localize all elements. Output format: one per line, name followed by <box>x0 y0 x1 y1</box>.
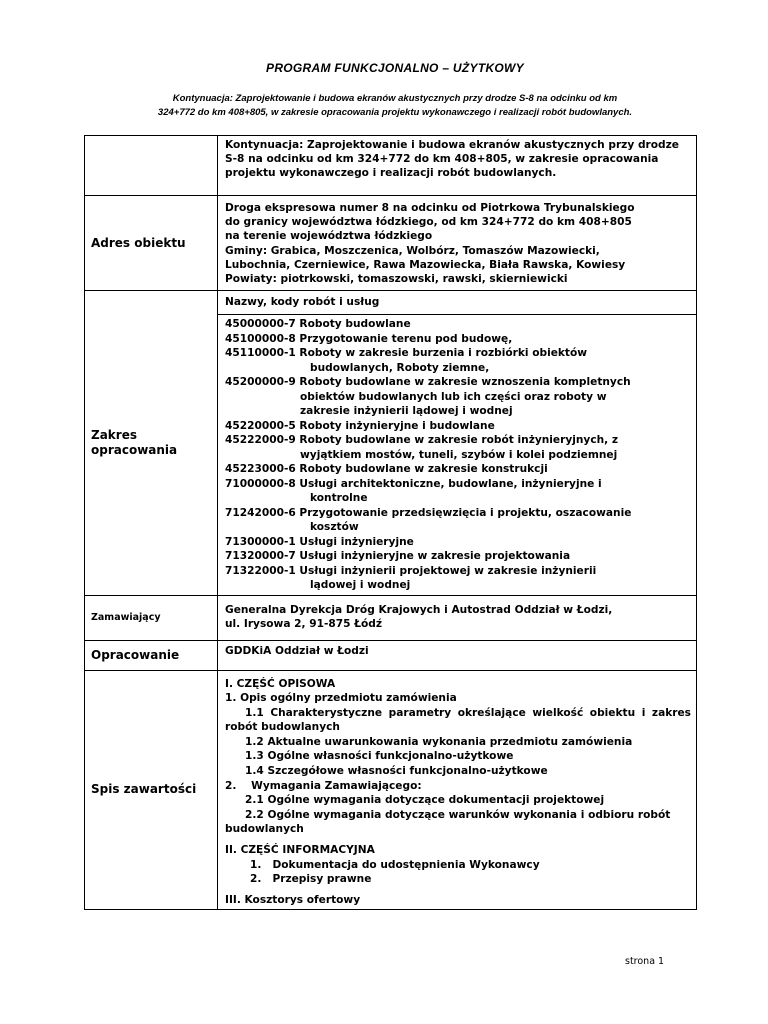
toc-item: 2. Przepisy prawne <box>250 873 372 886</box>
toc-item: 1.2 Aktualne uwarunkowania wykonania przedmiotu zamówienia <box>245 735 633 748</box>
toc-item: III. Kosztorys ofertowy <box>225 893 361 906</box>
toc-item: I. CZĘŚĆ OPISOWA <box>225 677 336 690</box>
code-line: 45222000-9 Roboty budowlane w zakresie robót inżynieryjnych, z <box>225 434 619 446</box>
code-line: wyjątkiem mostów, tuneli, szybów i kolei podziemnej <box>300 448 618 461</box>
zakres-codes <box>218 315 697 596</box>
zakres-label-line1: Zakres <box>91 427 137 442</box>
code-line: 71242000-6 Przygotowanie przedsięwzięcia i projektu, oszacowanie <box>225 506 632 519</box>
code-line: 71322000-1 Usługi inżynierii projektowej w zakresie inżynierii <box>225 564 597 577</box>
zamawiajacy-line1: Generalna Dyrekcja Dróg Krajowych i Autostrad Oddział w Łodzi, <box>225 603 613 616</box>
code-line: 45000000-7 Roboty budowlane <box>225 318 411 330</box>
zamawiajacy-row <box>85 595 697 640</box>
code-line: obiektów budowlanych lub ich części oraz roboty w <box>300 390 607 403</box>
code-line: 71320000-7 Usługi inżynieryjne w zakresie projektowania <box>225 550 571 562</box>
adres-value <box>218 196 697 291</box>
code-line: 45100000-8 Przygotowanie terenu pod budowę, <box>225 332 513 345</box>
code-line: 45200000-9 Roboty budowlane w zakresie wznoszenia kompletnych <box>225 376 631 388</box>
toc-item-text: 2.2 Ogólne wymagania dotyczące warunków wykonania i odbioru robót budowlanych <box>225 808 671 836</box>
toc-item <box>225 706 691 735</box>
zamawiajacy-label: Zamawiający <box>85 595 218 640</box>
toc-item: 1. Dokumentacja do udostępnienia Wykonawcy <box>250 858 540 871</box>
header-row <box>85 136 697 196</box>
spis-label: Spis zawartości <box>85 670 218 910</box>
zakres-label-line2: opracowania <box>91 442 178 457</box>
zamawiajacy-line2: ul. Irysowa 2, 91-875 Łódź <box>225 617 383 630</box>
toc-item: 1.4 Szczegółowe własności funkcjonalno-użytkowe <box>245 765 548 778</box>
opracowanie-row <box>85 640 697 670</box>
zakres-header: Nazwy, kody robót i usług <box>218 291 697 315</box>
header-label-cell <box>85 136 218 196</box>
code-line: zakresie inżynierii lądowej i wodnej <box>300 405 513 417</box>
toc-item: II. CZĘŚĆ INFORMACYJNA <box>225 844 375 857</box>
opracowanie-label: Opracowanie <box>85 640 218 670</box>
adres-line: Gminy: Grabica, Moszczenica, Wolbórz, Tomaszów Mazowiecki, <box>225 244 600 257</box>
adres-line: do granicy województwa łódzkiego, od km 324+772 do km 408+805 <box>225 216 632 229</box>
code-line: 45223000-6 Roboty budowlane w zakresie konstrukcji <box>225 463 548 475</box>
toc-item <box>225 808 691 837</box>
document-subtitle-line2: 324+772 do km 408+805, w zakresie opracowania projektu wykonawczego i realizacji robót budowlanych. <box>157 107 633 118</box>
zakres-header-row <box>85 291 697 315</box>
code-line: kontrolne <box>310 492 368 504</box>
header-value: Kontynuacja: Zaprojektowanie i budowa ekranów akustycznych przy drodze S-8 na odcinku od km 324+772 do km 408+805, w zakresie opracowania projektu wykonawczego i realizacji robót budowlanych. <box>218 136 697 196</box>
document-subtitle-line1: Kontynuacja: Zaprojektowanie i budowa ekranów akustycznych przy drodze S-8 na odcinku od km <box>172 93 618 104</box>
page-number: strona 1 <box>625 956 665 967</box>
adres-line: Droga ekspresowa numer 8 na odcinku od Piotrkowa Trybunalskiego <box>225 202 635 214</box>
spis-row <box>85 670 697 910</box>
zakres-label <box>85 291 218 596</box>
toc-item: 2.1 Ogólne wymagania dotyczące dokumentacji projektowej <box>245 794 605 807</box>
code-line: 71300000-1 Usługi inżynieryjne <box>225 535 414 548</box>
code-line: 45110000-1 Roboty w zakresie burzenia i rozbiórki obiektów <box>225 347 588 359</box>
adres-label: Adres obiektu <box>85 196 218 291</box>
adres-line: na terenie województwa łódzkiego <box>225 230 433 243</box>
code-line: kosztów <box>310 521 359 533</box>
toc-item: 1.3 Ogólne własności funkcjonalno-użytkowe <box>245 750 514 763</box>
toc-item: 2. Wymagania Zamawiającego: <box>225 779 422 792</box>
toc-item: 1. Opis ogólny przedmiotu zamówienia <box>225 692 457 705</box>
adres-line: Powiaty: piotrkowski, tomaszowski, rawski, skierniewicki <box>225 273 568 286</box>
adres-line: Lubochnia, Czerniewice, Rawa Mazowiecka, Biała Rawska, Kowiesy <box>225 258 626 271</box>
code-line: 71000000-8 Usługi architektoniczne, budowlane, inżynieryjne i <box>225 477 602 490</box>
spis-value <box>218 670 697 910</box>
toc-item-text: 1.1 Charakterystyczne parametry określające wielkość obiektu i zakres robót budowlanych <box>225 706 691 734</box>
code-line: budowlanych, Roboty ziemne, <box>310 361 490 374</box>
zamawiajacy-value <box>218 595 697 640</box>
code-line: lądowej i wodnej <box>310 579 411 591</box>
adres-row <box>85 196 697 291</box>
code-line: 45220000-5 Roboty inżynieryjne i budowlane <box>225 419 495 432</box>
program-table <box>84 135 697 910</box>
opracowanie-value: GDDKiA Oddział w Łodzi <box>218 640 697 670</box>
document-title: PROGRAM FUNKCJONALNO – UŻYTKOWY <box>266 61 524 75</box>
